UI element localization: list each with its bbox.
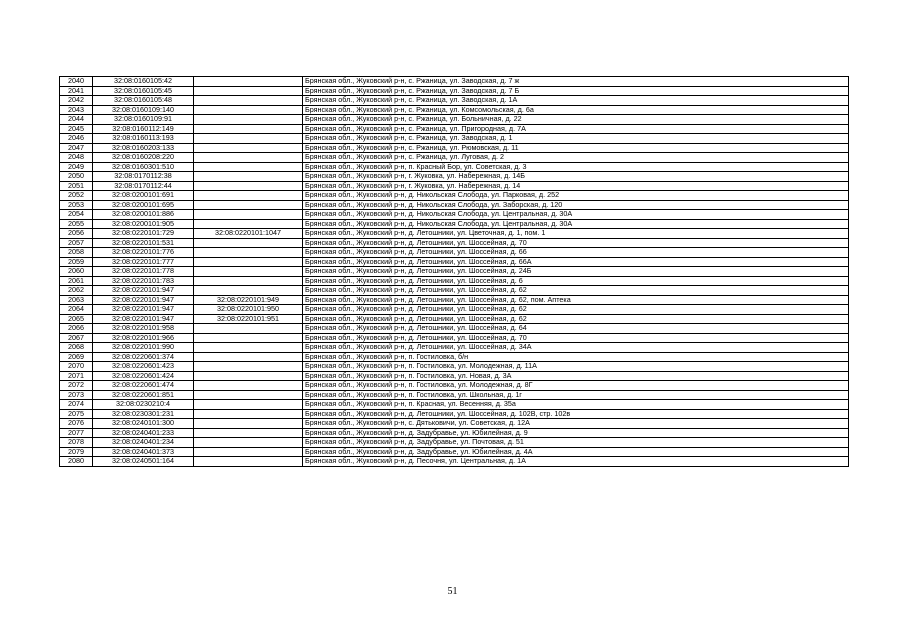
premises-cadastral-number-cell: [194, 400, 303, 410]
table-row: [60, 381, 849, 391]
cadastral-number-cell: 32:08:0200101:886: [93, 210, 194, 220]
premises-cadastral-number-cell: 32:08:0220101:1047: [194, 229, 303, 239]
premises-cadastral-number-cell: [194, 409, 303, 419]
table-row: [60, 409, 849, 419]
address-cell: Брянская обл., Жуковский р-н, г. Жуковка, ул. Набережная, д. 14Б: [303, 172, 849, 182]
cadastral-number-cell: 32:08:0220101:777: [93, 257, 194, 267]
premises-cadastral-number-cell: [194, 153, 303, 163]
table-row: [60, 134, 849, 144]
cadastral-number-cell: 32:08:0220601:423: [93, 362, 194, 372]
cadastral-number-cell: 32:08:0160105:45: [93, 86, 194, 96]
row-number-cell: 2078: [60, 438, 93, 448]
row-number-cell: 2044: [60, 115, 93, 125]
row-number-cell: 2054: [60, 210, 93, 220]
premises-cadastral-number-cell: [194, 143, 303, 153]
premises-cadastral-number-cell: [194, 333, 303, 343]
table-row: [60, 210, 849, 220]
table-row: [60, 248, 849, 258]
table-row: [60, 172, 849, 182]
cadastral-number-cell: 32:08:0160203:133: [93, 143, 194, 153]
cadastral-number-cell: 32:08:0230210:4: [93, 400, 194, 410]
registry-table-body: [60, 77, 849, 467]
premises-cadastral-number-cell: [194, 134, 303, 144]
table-row: [60, 390, 849, 400]
table-row: [60, 457, 849, 467]
row-number-cell: 2061: [60, 276, 93, 286]
address-cell: Брянская обл., Жуковский р-н, д. Летошники, ул. Шоссейная, д. 70: [303, 333, 849, 343]
address-cell: Брянская обл., Жуковский р-н, д. Песочня, ул. Центральная, д. 1А: [303, 457, 849, 467]
table-row: [60, 276, 849, 286]
premises-cadastral-number-cell: [194, 124, 303, 134]
address-cell: Брянская обл., Жуковский р-н, д. Летошники, ул. Шоссейная, д. 62: [303, 286, 849, 296]
address-cell: Брянская обл., Жуковский р-н, п. Гостиловка, ул. Молодежная, д. 11А: [303, 362, 849, 372]
premises-cadastral-number-cell: [194, 267, 303, 277]
row-number-cell: 2046: [60, 134, 93, 144]
table-row: [60, 295, 849, 305]
row-number-cell: 2073: [60, 390, 93, 400]
table-row: [60, 305, 849, 315]
address-cell: Брянская обл., Жуковский р-н, д. Летошники, ул. Шоссейная, д. 62, пом. Аптека: [303, 295, 849, 305]
table-row: [60, 438, 849, 448]
cadastral-number-cell: 32:08:0220101:947: [93, 286, 194, 296]
cadastral-number-cell: 32:08:0240401:373: [93, 447, 194, 457]
premises-cadastral-number-cell: [194, 381, 303, 391]
premises-cadastral-number-cell: [194, 324, 303, 334]
table-row: [60, 143, 849, 153]
table-row: [60, 181, 849, 191]
premises-cadastral-number-cell: 32:08:0220101:951: [194, 314, 303, 324]
premises-cadastral-number-cell: [194, 428, 303, 438]
premises-cadastral-number-cell: [194, 172, 303, 182]
cadastral-number-cell: 32:08:0220101:947: [93, 295, 194, 305]
cadastral-number-cell: 32:08:0240401:234: [93, 438, 194, 448]
address-cell: Брянская обл., Жуковский р-н, д. Летошники, ул. Шоссейная, д. 66: [303, 248, 849, 258]
table-row: [60, 400, 849, 410]
row-number-cell: 2080: [60, 457, 93, 467]
premises-cadastral-number-cell: [194, 352, 303, 362]
row-number-cell: 2045: [60, 124, 93, 134]
address-cell: Брянская обл., Жуковский р-н, д. Летошники, ул. Шоссейная, д. 102В, стр. 102в: [303, 409, 849, 419]
cadastral-number-cell: 32:08:0220101:958: [93, 324, 194, 334]
table-row: [60, 77, 849, 87]
premises-cadastral-number-cell: [194, 162, 303, 172]
table-row: [60, 419, 849, 429]
address-cell: Брянская обл., Жуковский р-н, с. Ржаница, ул. Комсомольская, д. 6а: [303, 105, 849, 115]
address-cell: Брянская обл., Жуковский р-н, п. Гостиловка, ул. Молодежная, д. 8Г: [303, 381, 849, 391]
address-cell: Брянская обл., Жуковский р-н, п. Гостиловка, ул. Школьная, д. 1г: [303, 390, 849, 400]
row-number-cell: 2066: [60, 324, 93, 334]
cadastral-number-cell: 32:08:0170112:38: [93, 172, 194, 182]
cadastral-number-cell: 32:08:0220101:783: [93, 276, 194, 286]
cadastral-number-cell: 32:08:0220101:947: [93, 305, 194, 315]
table-row: [60, 343, 849, 353]
address-cell: Брянская обл., Жуковский р-н, с. Ржаница, ул. Заводская, д. 7 Б: [303, 86, 849, 96]
table-row: [60, 86, 849, 96]
cadastral-number-cell: 32:08:0220101:990: [93, 343, 194, 353]
premises-cadastral-number-cell: [194, 257, 303, 267]
row-number-cell: 2040: [60, 77, 93, 87]
cadastral-number-cell: 32:08:0170112:44: [93, 181, 194, 191]
cadastral-number-cell: 32:08:0200101:695: [93, 200, 194, 210]
table-row: [60, 105, 849, 115]
premises-cadastral-number-cell: [194, 200, 303, 210]
address-cell: Брянская обл., Жуковский р-н, д. Летошники, ул. Шоссейная, д. 62: [303, 305, 849, 315]
address-cell: Брянская обл., Жуковский р-н, д. Никольская Слобода, ул. Центральная, д. 30А: [303, 210, 849, 220]
row-number-cell: 2047: [60, 143, 93, 153]
address-cell: Брянская обл., Жуковский р-н, п. Гостиловка, ул. Новая, д. 3А: [303, 371, 849, 381]
address-cell: Брянская обл., Жуковский р-н, с. Ржаница, ул. Заводская, д. 1: [303, 134, 849, 144]
row-number-cell: 2072: [60, 381, 93, 391]
row-number-cell: 2041: [60, 86, 93, 96]
address-cell: Брянская обл., Жуковский р-н, д. Никольская Слобода, ул. Парковая, д. 252: [303, 191, 849, 201]
premises-cadastral-number-cell: [194, 362, 303, 372]
premises-cadastral-number-cell: [194, 238, 303, 248]
premises-cadastral-number-cell: [194, 77, 303, 87]
address-cell: Брянская обл., Жуковский р-н, п. Гостиловка, б/н: [303, 352, 849, 362]
row-number-cell: 2069: [60, 352, 93, 362]
cadastral-number-cell: 32:08:0160208:220: [93, 153, 194, 163]
table-row: [60, 257, 849, 267]
premises-cadastral-number-cell: [194, 390, 303, 400]
address-cell: Брянская обл., Жуковский р-н, г. Жуковка, ул. Набережная, д. 14: [303, 181, 849, 191]
address-cell: Брянская обл., Жуковский р-н, д. Летошники, ул. Шоссейная, д. 34А: [303, 343, 849, 353]
address-cell: Брянская обл., Жуковский р-н, д. Никольская Слобода, ул. Центральная, д. 30А: [303, 219, 849, 229]
address-cell: Брянская обл., Жуковский р-н, с. Ржаница, ул. Пригородная, д. 7А: [303, 124, 849, 134]
address-cell: Брянская обл., Жуковский р-н, с. Ржаница, ул. Заводская, д. 7 ж: [303, 77, 849, 87]
address-cell: Брянская обл., Жуковский р-н, д. Летошники, ул. Шоссейная, д. 24Б: [303, 267, 849, 277]
cadastral-number-cell: 32:08:0160113:193: [93, 134, 194, 144]
premises-cadastral-number-cell: [194, 219, 303, 229]
cadastral-number-cell: 32:08:0220601:374: [93, 352, 194, 362]
address-cell: Брянская обл., Жуковский р-н, д. Летошники, ул. Шоссейная, д. 66А: [303, 257, 849, 267]
address-cell: Брянская обл., Жуковский р-н, д. Летошники, ул. Шоссейная, д. 64: [303, 324, 849, 334]
premises-cadastral-number-cell: [194, 96, 303, 106]
registry-table: [59, 76, 849, 467]
address-cell: Брянская обл., Жуковский р-н, с. Ржаница, ул. Рюмовская, д. 11: [303, 143, 849, 153]
premises-cadastral-number-cell: [194, 447, 303, 457]
row-number-cell: 2052: [60, 191, 93, 201]
row-number-cell: 2048: [60, 153, 93, 163]
table-row: [60, 286, 849, 296]
cadastral-number-cell: 32:08:0160301:510: [93, 162, 194, 172]
address-cell: Брянская обл., Жуковский р-н, с. Дятьковичи, ул. Советская, д. 12А: [303, 419, 849, 429]
premises-cadastral-number-cell: [194, 86, 303, 96]
cadastral-number-cell: 32:08:0240101:300: [93, 419, 194, 429]
table-row: [60, 447, 849, 457]
cadastral-number-cell: 32:08:0220601:474: [93, 381, 194, 391]
cadastral-number-cell: 32:08:0220101:531: [93, 238, 194, 248]
address-cell: Брянская обл., Жуковский р-н, д. Задубравье, ул. Юбилейная, д. 9: [303, 428, 849, 438]
address-cell: Брянская обл., Жуковский р-н, с. Ржаница, ул. Заводская, д. 1А: [303, 96, 849, 106]
cadastral-number-cell: 32:08:0160109:140: [93, 105, 194, 115]
table-row: [60, 371, 849, 381]
row-number-cell: 2042: [60, 96, 93, 106]
premises-cadastral-number-cell: [194, 115, 303, 125]
table-row: [60, 200, 849, 210]
table-row: [60, 162, 849, 172]
cadastral-number-cell: 32:08:0160112:149: [93, 124, 194, 134]
address-cell: Брянская обл., Жуковский р-н, с. Ржаница, ул. Луговая, д. 2: [303, 153, 849, 163]
table-row: [60, 333, 849, 343]
cadastral-number-cell: 32:08:0160105:42: [93, 77, 194, 87]
row-number-cell: 2070: [60, 362, 93, 372]
cadastral-number-cell: 32:08:0160109:91: [93, 115, 194, 125]
address-cell: Брянская обл., Жуковский р-н, д. Летошники, ул. Шоссейная, д. 62: [303, 314, 849, 324]
table-row: [60, 229, 849, 239]
cadastral-number-cell: 32:08:0200101:691: [93, 191, 194, 201]
cadastral-number-cell: 32:08:0160105:48: [93, 96, 194, 106]
row-number-cell: 2051: [60, 181, 93, 191]
table-row: [60, 219, 849, 229]
table-row: [60, 362, 849, 372]
row-number-cell: 2067: [60, 333, 93, 343]
row-number-cell: 2063: [60, 295, 93, 305]
premises-cadastral-number-cell: [194, 371, 303, 381]
premises-cadastral-number-cell: [194, 286, 303, 296]
premises-cadastral-number-cell: 32:08:0220101:949: [194, 295, 303, 305]
address-cell: Брянская обл., Жуковский р-н, с. Ржаница, ул. Больничная, д. 22: [303, 115, 849, 125]
table-row: [60, 428, 849, 438]
row-number-cell: 2050: [60, 172, 93, 182]
table-row: [60, 115, 849, 125]
row-number-cell: 2074: [60, 400, 93, 410]
premises-cadastral-number-cell: 32:08:0220101:950: [194, 305, 303, 315]
row-number-cell: 2076: [60, 419, 93, 429]
cadastral-number-cell: 32:08:0220101:729: [93, 229, 194, 239]
page-number: 51: [447, 586, 458, 597]
premises-cadastral-number-cell: [194, 105, 303, 115]
premises-cadastral-number-cell: [194, 248, 303, 258]
cadastral-number-cell: 32:08:0200101:905: [93, 219, 194, 229]
row-number-cell: 2049: [60, 162, 93, 172]
cadastral-number-cell: 32:08:0240501:164: [93, 457, 194, 467]
row-number-cell: 2060: [60, 267, 93, 277]
table-row: [60, 352, 849, 362]
table-row: [60, 314, 849, 324]
address-cell: Брянская обл., Жуковский р-н, д. Летошники, ул. Цветочная, д. 1, пом. 1: [303, 229, 849, 239]
premises-cadastral-number-cell: [194, 457, 303, 467]
table-row: [60, 96, 849, 106]
table-row: [60, 238, 849, 248]
row-number-cell: 2058: [60, 248, 93, 258]
table-row: [60, 124, 849, 134]
row-number-cell: 2065: [60, 314, 93, 324]
cadastral-number-cell: 32:08:0220101:947: [93, 314, 194, 324]
row-number-cell: 2075: [60, 409, 93, 419]
premises-cadastral-number-cell: [194, 276, 303, 286]
row-number-cell: 2043: [60, 105, 93, 115]
address-cell: Брянская обл., Жуковский р-н, д. Летошники, ул. Шоссейная, д. 70: [303, 238, 849, 248]
premises-cadastral-number-cell: [194, 191, 303, 201]
row-number-cell: 2064: [60, 305, 93, 315]
row-number-cell: 2055: [60, 219, 93, 229]
row-number-cell: 2077: [60, 428, 93, 438]
cadastral-number-cell: 32:08:0240401:233: [93, 428, 194, 438]
row-number-cell: 2062: [60, 286, 93, 296]
row-number-cell: 2068: [60, 343, 93, 353]
address-cell: Брянская обл., Жуковский р-н, д. Задубравье, ул. Юбилейная, д. 4А: [303, 447, 849, 457]
cadastral-number-cell: 32:08:0220601:851: [93, 390, 194, 400]
table-row: [60, 324, 849, 334]
row-number-cell: 2079: [60, 447, 93, 457]
premises-cadastral-number-cell: [194, 343, 303, 353]
table-row: [60, 191, 849, 201]
address-cell: Брянская обл., Жуковский р-н, д. Никольская Слобода, ул. Заборская, д. 120: [303, 200, 849, 210]
premises-cadastral-number-cell: [194, 438, 303, 448]
row-number-cell: 2059: [60, 257, 93, 267]
row-number-cell: 2056: [60, 229, 93, 239]
row-number-cell: 2057: [60, 238, 93, 248]
row-number-cell: 2053: [60, 200, 93, 210]
table-row: [60, 267, 849, 277]
cadastral-number-cell: 32:08:0220601:424: [93, 371, 194, 381]
cadastral-number-cell: 32:08:0220101:966: [93, 333, 194, 343]
cadastral-number-cell: 32:08:0230301:231: [93, 409, 194, 419]
address-cell: Брянская обл., Жуковский р-н, п. Красный Бор, ул. Советская, д. 3: [303, 162, 849, 172]
row-number-cell: 2071: [60, 371, 93, 381]
cadastral-number-cell: 32:08:0220101:776: [93, 248, 194, 258]
address-cell: Брянская обл., Жуковский р-н, п. Красная, ул. Весенняя, д. 35а: [303, 400, 849, 410]
premises-cadastral-number-cell: [194, 210, 303, 220]
cadastral-number-cell: 32:08:0220101:778: [93, 267, 194, 277]
premises-cadastral-number-cell: [194, 419, 303, 429]
address-cell: Брянская обл., Жуковский р-н, д. Задубравье, ул. Почтовая, д. 51: [303, 438, 849, 448]
address-cell: Брянская обл., Жуковский р-н, д. Летошники, ул. Шоссейная, д. 6: [303, 276, 849, 286]
premises-cadastral-number-cell: [194, 181, 303, 191]
table-row: [60, 153, 849, 163]
